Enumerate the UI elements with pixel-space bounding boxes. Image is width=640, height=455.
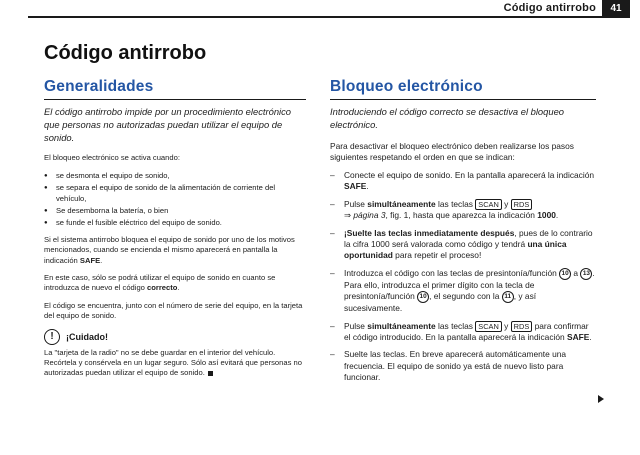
rds-key: RDS [511,321,533,332]
page-number-badge: 41 [602,0,630,18]
page-reference-link[interactable]: ⇒ página 3 [344,210,386,221]
scan-key: SCAN [475,199,502,210]
list-item: ● se funde el fusible eléctrico del equipo de sonido. [44,218,306,228]
button-11-icon: 11 [502,291,514,303]
left-paragraph-code: En este caso, sólo se podrá utilizar el equipo de sonido en cuanto se introduzca de nuevo el código correcto. [44,273,276,293]
page-title: Código antirrobo [44,42,207,64]
activation-list [44,171,306,229]
end-square-icon [208,371,213,376]
right-column [330,78,596,390]
step-2: – Pulse simultáneamente las teclas SCAN y RDS ⇒ página 3, fig. 1, hasta que aparezca la indicación 1000. [330,199,596,222]
left-column [44,78,306,386]
list-item: ● se separa el equipo de sonido de la alimentación de corriente del vehículo, [44,183,306,204]
header-rule [28,16,602,18]
section-title-generalidades: Generalidades [44,78,306,100]
button-10-icon: 10 [559,268,571,280]
rds-key: RDS [511,199,533,210]
section-title-bloqueo: Bloqueo electrónico [330,78,596,100]
step-5: – Pulse simultáneamente las teclas SCAN y RDS para confirmar el código introducido. En la pantalla aparecerá la indicación SAFE. [330,321,596,344]
left-paragraph-card: El código se encuentra, junto con el número de serie del equipo, en la tarjeta del equipo de sonido. [44,300,303,321]
list-item: ● Se desemborna la batería, o bien [44,206,306,216]
scan-key: SCAN [475,321,502,332]
step-6: – Suelte las teclas. En breve aparecerá automáticamente una frecuencia. El equipo de sonido ya está de nuevo listo para funcionar. [330,349,596,383]
right-lead: Introduciendo el código correcto se desactiva el bloqueo electrónico. [330,106,565,130]
header-title: Código antirrobo [503,2,596,14]
steps-list [330,170,596,384]
left-paragraph-safe: Si el sistema antirrobo bloquea el equipo de sonido por uno de los motivos mencionados, cuando se encienda el mismo aparecerá en pantalla la indicación SAFE. [44,234,295,265]
right-intro: Para desactivar el bloqueo electrónico deben realizarse los pasos siguientes respetando el orden en que se indican: [330,140,574,162]
caution-text: La "tarjeta de la radio" no se debe guardar en el interior del vehículo. Recórtela y consérvela en un lugar seguro. Sólo así evitará que personas no autorizadas puedan utilizar el equipo de sonido. [44,347,302,378]
list-item: ● se desmonta el equipo de sonido, [44,171,306,181]
button-10-icon: 10 [417,291,429,303]
continue-arrow-icon [598,395,604,403]
caution-title: ¡Cuidado! [66,331,108,342]
step-4: – Introduzca el código con las teclas de presintonía/función 10 a 13 . Para ello, introduzca el primer dígito con la tecla de presintonía/función 10 , el segundo con la 11 , y así sucesivamente. [330,268,596,315]
caution-header [44,329,306,345]
step-1: – Conecte el equipo de sonido. En la pantalla aparecerá la indicación SAFE. [330,170,596,193]
button-13-icon: 13 [580,268,592,280]
left-intro: El bloqueo electrónico se activa cuando: [44,153,180,163]
caution-icon: ! [44,329,60,345]
step-3: – ¡Suelte las teclas inmediatamente después, pues de lo contrario la cifra 1000 será valorada como código y tendrá una única oportunidad para repetir el proceso! [330,228,596,262]
left-lead: El código antirrobo impide por un procedimiento electrónico que personas no autorizadas puedan utilizar el equipo de sonido. [44,106,292,143]
